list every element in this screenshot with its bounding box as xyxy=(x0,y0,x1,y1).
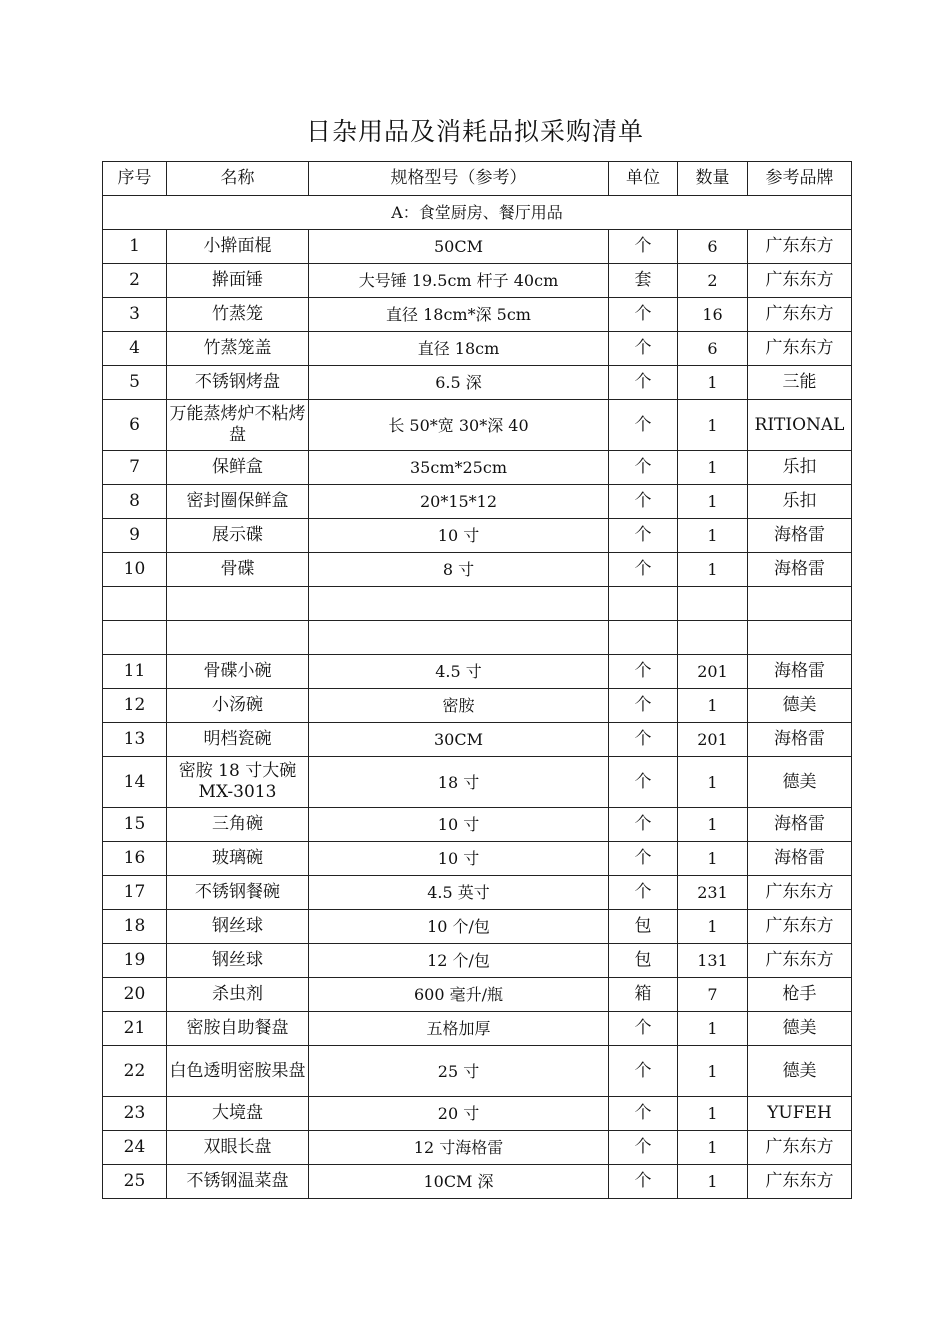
cell-qty: 1 xyxy=(678,910,748,944)
cell-qty: 1 xyxy=(678,366,748,400)
cell-unit: 箱 xyxy=(609,978,678,1012)
cell-qty: 1 xyxy=(678,1012,748,1046)
cell-spec xyxy=(309,621,609,655)
cell-name: 钢丝球 xyxy=(167,910,309,944)
cell-brand: RITIONAL xyxy=(748,400,852,451)
cell-no: 5 xyxy=(103,366,167,400)
cell-no xyxy=(103,621,167,655)
cell-no: 7 xyxy=(103,451,167,485)
cell-no: 8 xyxy=(103,485,167,519)
header-name: 名称 xyxy=(167,162,309,196)
cell-brand: 海格雷 xyxy=(748,553,852,587)
cell-unit: 个 xyxy=(609,876,678,910)
cell-qty: 1 xyxy=(678,1131,748,1165)
table-row xyxy=(103,366,852,400)
cell-qty: 1 xyxy=(678,400,748,451)
cell-brand: 三能 xyxy=(748,366,852,400)
header-spec: 规格型号（参考） xyxy=(309,162,609,196)
cell-qty: 1 xyxy=(678,808,748,842)
cell-spec: 10 寸 xyxy=(309,519,609,553)
cell-unit: 个 xyxy=(609,366,678,400)
cell-no: 9 xyxy=(103,519,167,553)
cell-name: 玻璃碗 xyxy=(167,842,309,876)
cell-name: 白色透明密胺果盘 xyxy=(167,1046,309,1097)
table-row xyxy=(103,400,852,451)
table-row xyxy=(103,332,852,366)
cell-unit: 个 xyxy=(609,723,678,757)
table-row xyxy=(103,842,852,876)
cell-qty: 1 xyxy=(678,485,748,519)
table-row xyxy=(103,264,852,298)
cell-name: 钢丝球 xyxy=(167,944,309,978)
cell-qty: 2 xyxy=(678,264,748,298)
cell-name xyxy=(167,587,309,621)
table-row xyxy=(103,1046,852,1097)
cell-qty xyxy=(678,621,748,655)
cell-unit: 个 xyxy=(609,298,678,332)
cell-spec: 35cm*25cm xyxy=(309,451,609,485)
cell-spec: 大号锤 19.5cm 杆子 40cm xyxy=(309,264,609,298)
cell-qty: 1 xyxy=(678,1165,748,1199)
table-row xyxy=(103,1131,852,1165)
cell-qty: 6 xyxy=(678,230,748,264)
cell-unit: 个 xyxy=(609,332,678,366)
cell-no: 16 xyxy=(103,842,167,876)
cell-unit: 个 xyxy=(609,485,678,519)
header-brand: 参考品牌 xyxy=(748,162,852,196)
cell-no: 12 xyxy=(103,689,167,723)
cell-name: 密胺 18 寸大碗 MX-3013 xyxy=(167,757,309,808)
cell-unit xyxy=(609,621,678,655)
cell-no: 25 xyxy=(103,1165,167,1199)
table-body xyxy=(103,196,852,1199)
cell-brand: 广东东方 xyxy=(748,230,852,264)
cell-brand: 广东东方 xyxy=(748,1165,852,1199)
cell-qty: 231 xyxy=(678,876,748,910)
table-row xyxy=(103,723,852,757)
cell-spec: 6.5 深 xyxy=(309,366,609,400)
cell-spec: 20 寸 xyxy=(309,1097,609,1131)
cell-name: 擀面锤 xyxy=(167,264,309,298)
cell-unit: 个 xyxy=(609,519,678,553)
cell-spec: 50CM xyxy=(309,230,609,264)
table-row xyxy=(103,230,852,264)
cell-unit: 个 xyxy=(609,400,678,451)
cell-no: 20 xyxy=(103,978,167,1012)
cell-qty: 1 xyxy=(678,451,748,485)
cell-brand: 广东东方 xyxy=(748,1131,852,1165)
cell-spec: 12 寸海格雷 xyxy=(309,1131,609,1165)
cell-name: 大境盘 xyxy=(167,1097,309,1131)
cell-spec: 20*15*12 xyxy=(309,485,609,519)
cell-qty: 1 xyxy=(678,1097,748,1131)
cell-brand: 广东东方 xyxy=(748,910,852,944)
cell-spec: 10 寸 xyxy=(309,842,609,876)
cell-name: 杀虫剂 xyxy=(167,978,309,1012)
cell-spec: 12 个/包 xyxy=(309,944,609,978)
cell-brand: 乐扣 xyxy=(748,485,852,519)
table-row xyxy=(103,655,852,689)
cell-spec: 直径 18cm*深 5cm xyxy=(309,298,609,332)
cell-name: 展示碟 xyxy=(167,519,309,553)
cell-unit: 个 xyxy=(609,757,678,808)
section-label: A：食堂厨房、餐厅用品 xyxy=(103,196,852,230)
cell-spec: 4.5 寸 xyxy=(309,655,609,689)
cell-no: 17 xyxy=(103,876,167,910)
cell-no: 15 xyxy=(103,808,167,842)
table-row xyxy=(103,485,852,519)
cell-spec: 10 寸 xyxy=(309,808,609,842)
cell-name: 不锈钢温菜盘 xyxy=(167,1165,309,1199)
cell-qty: 201 xyxy=(678,655,748,689)
cell-name: 骨碟小碗 xyxy=(167,655,309,689)
cell-qty xyxy=(678,587,748,621)
cell-unit: 个 xyxy=(609,689,678,723)
cell-brand: YUFEH xyxy=(748,1097,852,1131)
cell-unit: 个 xyxy=(609,451,678,485)
cell-unit: 个 xyxy=(609,808,678,842)
cell-name xyxy=(167,621,309,655)
cell-brand: 广东东方 xyxy=(748,332,852,366)
cell-name: 不锈钢餐碗 xyxy=(167,876,309,910)
header-row xyxy=(103,162,852,196)
cell-brand: 德美 xyxy=(748,1012,852,1046)
cell-name: 万能蒸烤炉不粘烤盘 xyxy=(167,400,309,451)
cell-brand: 海格雷 xyxy=(748,655,852,689)
cell-spec: 25 寸 xyxy=(309,1046,609,1097)
cell-spec: 五格加厚 xyxy=(309,1012,609,1046)
cell-spec: 10 个/包 xyxy=(309,910,609,944)
cell-unit xyxy=(609,587,678,621)
table-row xyxy=(103,1012,852,1046)
cell-brand: 德美 xyxy=(748,757,852,808)
page-title: 日杂用品及消耗品拟采购清单 xyxy=(305,117,644,146)
cell-spec: 18 寸 xyxy=(309,757,609,808)
cell-qty: 1 xyxy=(678,519,748,553)
cell-brand: 海格雷 xyxy=(748,519,852,553)
cell-no xyxy=(103,587,167,621)
cell-spec: 密胺 xyxy=(309,689,609,723)
cell-unit: 个 xyxy=(609,1097,678,1131)
cell-name: 小擀面棍 xyxy=(167,230,309,264)
cell-name: 密胺自助餐盘 xyxy=(167,1012,309,1046)
cell-unit: 个 xyxy=(609,230,678,264)
cell-brand: 广东东方 xyxy=(748,298,852,332)
cell-spec: 600 毫升/瓶 xyxy=(309,978,609,1012)
cell-name: 保鲜盒 xyxy=(167,451,309,485)
cell-no: 10 xyxy=(103,553,167,587)
cell-no: 14 xyxy=(103,757,167,808)
cell-no: 24 xyxy=(103,1131,167,1165)
cell-no: 13 xyxy=(103,723,167,757)
cell-unit: 套 xyxy=(609,264,678,298)
cell-no: 23 xyxy=(103,1097,167,1131)
cell-name: 三角碗 xyxy=(167,808,309,842)
table-row xyxy=(103,689,852,723)
cell-brand: 海格雷 xyxy=(748,842,852,876)
cell-unit: 个 xyxy=(609,1012,678,1046)
table-row xyxy=(103,1097,852,1131)
cell-brand: 德美 xyxy=(748,689,852,723)
cell-name: 双眼长盘 xyxy=(167,1131,309,1165)
header-no: 序号 xyxy=(103,162,167,196)
header-qty: 数量 xyxy=(678,162,748,196)
cell-qty: 1 xyxy=(678,553,748,587)
cell-qty: 131 xyxy=(678,944,748,978)
table-row xyxy=(103,978,852,1012)
cell-spec: 长 50*宽 30*深 40 xyxy=(309,400,609,451)
cell-no: 1 xyxy=(103,230,167,264)
cell-brand: 海格雷 xyxy=(748,723,852,757)
cell-brand: 海格雷 xyxy=(748,808,852,842)
cell-no: 19 xyxy=(103,944,167,978)
cell-unit: 个 xyxy=(609,1131,678,1165)
cell-brand: 广东东方 xyxy=(748,876,852,910)
cell-name: 小汤碗 xyxy=(167,689,309,723)
cell-unit: 包 xyxy=(609,910,678,944)
cell-spec: 30CM xyxy=(309,723,609,757)
cell-brand: 广东东方 xyxy=(748,264,852,298)
cell-spec: 直径 18cm xyxy=(309,332,609,366)
table-row xyxy=(103,587,852,621)
table-row xyxy=(103,808,852,842)
cell-unit: 包 xyxy=(609,944,678,978)
table-row xyxy=(103,944,852,978)
cell-name: 密封圈保鲜盒 xyxy=(167,485,309,519)
cell-no: 4 xyxy=(103,332,167,366)
table-row xyxy=(103,451,852,485)
cell-name: 竹蒸笼盖 xyxy=(167,332,309,366)
cell-name: 不锈钢烤盘 xyxy=(167,366,309,400)
cell-no: 22 xyxy=(103,1046,167,1097)
table-row xyxy=(103,757,852,808)
cell-brand: 广东东方 xyxy=(748,944,852,978)
table-row xyxy=(103,519,852,553)
table-row xyxy=(103,876,852,910)
cell-no: 11 xyxy=(103,655,167,689)
cell-name: 明档瓷碗 xyxy=(167,723,309,757)
purchase-table xyxy=(102,161,852,1199)
header-unit: 单位 xyxy=(609,162,678,196)
cell-brand xyxy=(748,621,852,655)
cell-spec: 10CM 深 xyxy=(309,1165,609,1199)
cell-unit: 个 xyxy=(609,1046,678,1097)
cell-qty: 16 xyxy=(678,298,748,332)
table-row xyxy=(103,553,852,587)
cell-brand: 乐扣 xyxy=(748,451,852,485)
table-row xyxy=(103,298,852,332)
cell-no: 3 xyxy=(103,298,167,332)
cell-qty: 1 xyxy=(678,1046,748,1097)
cell-no: 2 xyxy=(103,264,167,298)
cell-no: 6 xyxy=(103,400,167,451)
section-row xyxy=(103,196,852,230)
cell-qty: 1 xyxy=(678,757,748,808)
table-row xyxy=(103,910,852,944)
cell-spec: 4.5 英寸 xyxy=(309,876,609,910)
cell-qty: 1 xyxy=(678,842,748,876)
cell-qty: 1 xyxy=(678,689,748,723)
cell-brand xyxy=(748,587,852,621)
cell-name: 骨碟 xyxy=(167,553,309,587)
cell-unit: 个 xyxy=(609,842,678,876)
table-row xyxy=(103,621,852,655)
cell-no: 21 xyxy=(103,1012,167,1046)
cell-brand: 枪手 xyxy=(748,978,852,1012)
cell-qty: 7 xyxy=(678,978,748,1012)
table-row xyxy=(103,1165,852,1199)
cell-spec: 8 寸 xyxy=(309,553,609,587)
cell-unit: 个 xyxy=(609,655,678,689)
cell-qty: 201 xyxy=(678,723,748,757)
cell-name: 竹蒸笼 xyxy=(167,298,309,332)
cell-qty: 6 xyxy=(678,332,748,366)
cell-spec xyxy=(309,587,609,621)
cell-no: 18 xyxy=(103,910,167,944)
cell-brand: 德美 xyxy=(748,1046,852,1097)
cell-unit: 个 xyxy=(609,1165,678,1199)
purchase-table-container xyxy=(102,161,851,1199)
cell-unit: 个 xyxy=(609,553,678,587)
